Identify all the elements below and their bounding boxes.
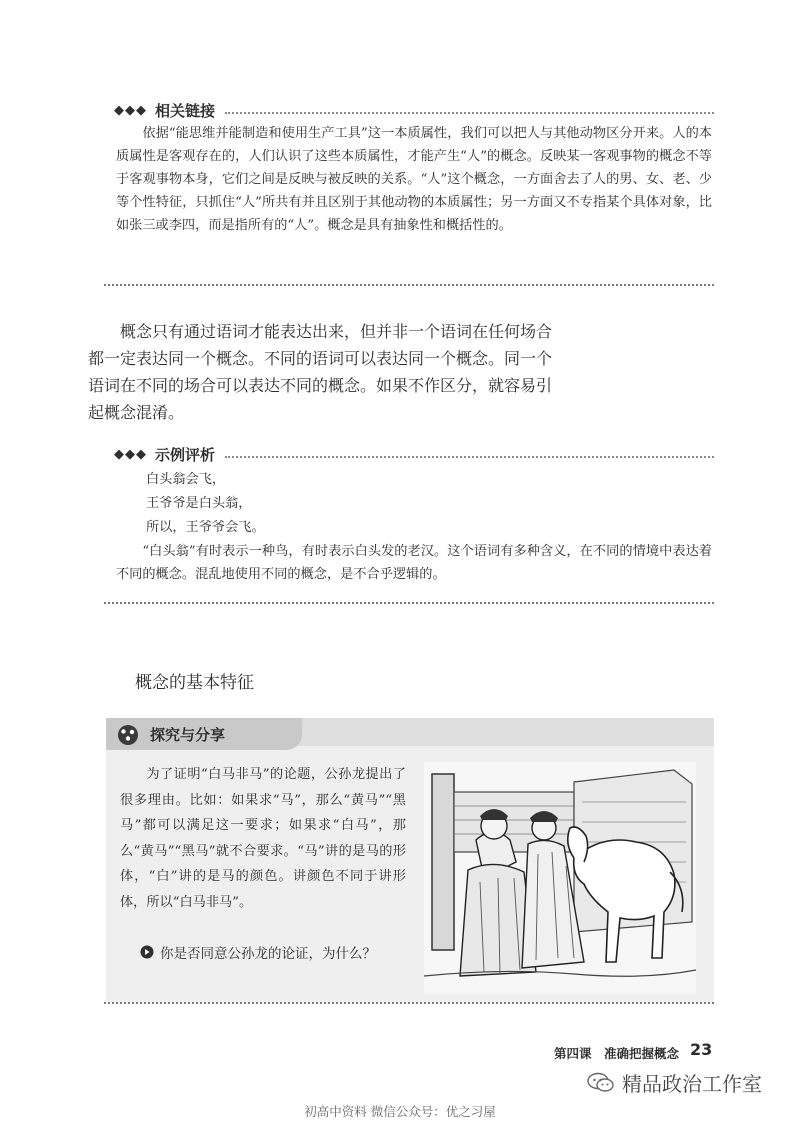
- footer-credit: 初高中资料 微信公众号：优之习屋: [304, 1104, 496, 1119]
- related-links-separator: [104, 284, 714, 286]
- example-line-1: 白头翁会飞，: [146, 472, 226, 487]
- white-horse-illustration: [424, 762, 696, 994]
- example-separator: [104, 602, 714, 604]
- example-analysis-text: “白头翁”有时表示一种鸟，有时表示白头发的老汉。这个语词有多种含义，在不同的情境中表达着不同的概念。混乱地使用不同的概念，是不合乎逻辑的。: [116, 544, 712, 582]
- example-analysis-header: [114, 444, 714, 465]
- example-line-2: 王爷爷是白头翁，: [146, 496, 252, 511]
- main-paragraph: 概念只有通过语词才能表达出来，但并非一个语词在任何场合都一定表达同一个概念。不同的语词可以表达同一个概念。同一个语词在不同的场合可以表达不同的概念。如果不作区分，就容易引起概念混淆。: [88, 322, 553, 422]
- wechat-watermark: [586, 1068, 762, 1097]
- diamond-bullets-icon: ◆◆◆: [114, 447, 147, 462]
- explore-separator: [104, 1002, 714, 1004]
- explore-text: 为了证明“白马非马”的论题，公孙龙提出了很多理由。比如：如果求“马”，那么“黄马”“黑马”都可以满足这一要求；如果求“白马”，那么“黄马”“黑马”就不合要求。“马”讲的是马的形体，“白”讲的是马的颜色。讲颜色不同于讲形体，所以“白马非马”。: [120, 767, 406, 910]
- section-heading: 概念的基本特征: [135, 673, 254, 693]
- watermark-text: 精品政治工作室: [622, 1072, 762, 1096]
- example-line-3: 所以，王爷爷会飞。: [146, 520, 265, 535]
- chapter-label: 第四课 准确把握概念: [554, 1046, 680, 1061]
- example-analysis-title: 示例评析: [155, 446, 216, 464]
- related-links-text: 依据“能思维并能制造和使用生产工具”这一本质属性，我们可以把人与其他动物区分开来。人的本质属性是客观存在的，人们认识了这些本质属性，才能产生“人”的概念。反映某一客观事物的概念不等于客观事物本身，它们之间是反映与被反映的关系。“人”这个概念，一方面舍去了人的男、女、老、少等个性特征，只抓住“人”所共有并且区别于其他动物的本质属性；另一方面又不专指某个具体对象，比如张三或李四，而是指所有的“人”。概念是具有抽象性和概括性的。: [116, 126, 712, 233]
- header-dotted-rule: [225, 112, 714, 114]
- diamond-bullets-icon: ◆◆◆: [114, 103, 147, 118]
- arrow-circle-icon: [140, 945, 154, 959]
- explore-question: [140, 942, 376, 962]
- explore-title: 探究与分享: [150, 726, 226, 744]
- related-links-title: 相关链接: [155, 102, 216, 120]
- explore-share-box: [106, 718, 714, 1002]
- wechat-icon: [586, 1072, 616, 1094]
- related-links-header: [114, 100, 714, 121]
- explore-question-text: 你是否同意公孙龙的论证，为什么？: [160, 946, 376, 962]
- page-number: 23: [690, 1040, 713, 1059]
- header-dotted-rule: [225, 456, 714, 458]
- dice-icon: [116, 724, 140, 746]
